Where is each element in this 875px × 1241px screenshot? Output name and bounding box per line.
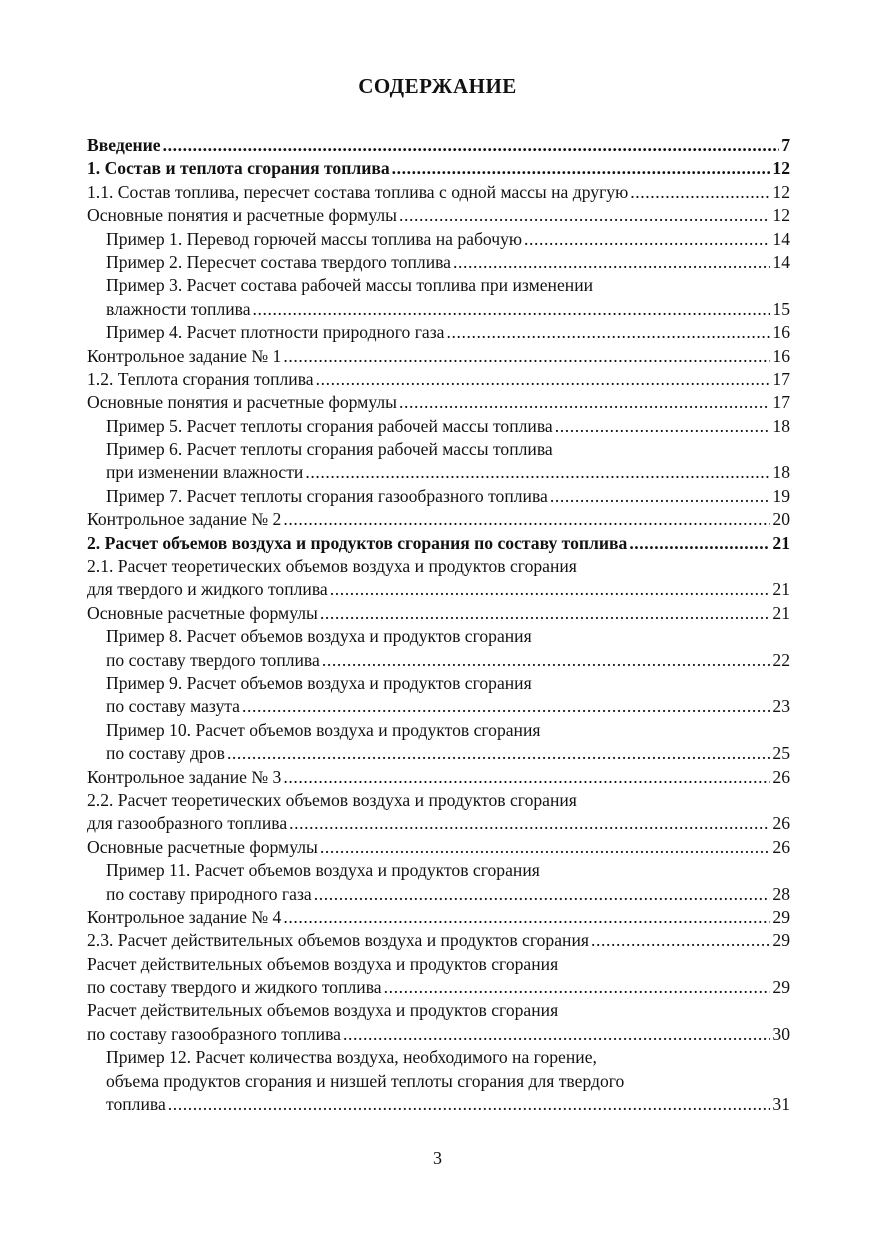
toc-entry[interactable] [87,1070,790,1093]
toc-dot-leader [384,976,771,999]
toc-entry-title: 2.1. Расчет теоретических объемов воздуха и продуктов сгорания [87,556,577,577]
toc-entry-title: Пример 10. Расчет объемов воздуха и продуктов сгорания [106,719,541,740]
toc-entry-title: объема продуктов сгорания и низшей теплоты сгорания для твердого [106,1070,625,1091]
toc-dot-leader [524,228,770,251]
toc-entry-page: 30 [772,1023,790,1044]
toc-entry-page: 7 [781,135,790,155]
toc-entry-title: Расчет действительных объемов воздуха и продуктов сгорания [87,953,559,974]
toc-dot-leader [168,1093,771,1116]
toc-entry-page: 19 [772,485,790,506]
toc-dot-leader [630,181,770,204]
page-number: 3 [433,1148,442,1168]
toc-entry-title: Пример 9. Расчет объемов воздуха и продуктов сгорания [106,672,532,693]
toc-entry-title: Пример 3. Расчет состава рабочей массы топлива при изменении [106,275,594,296]
toc-entry-page: 26 [772,766,790,787]
toc-entry[interactable] [87,461,790,484]
toc-entry-title: влажности топлива [106,298,251,319]
toc-entry-page: 21 [772,602,790,623]
toc-entry-title: Основные расчетные формулы [87,602,318,623]
toc-entry[interactable] [87,742,790,765]
toc-entry[interactable] [87,415,790,438]
toc-entry-page: 14 [772,251,790,272]
toc-entry[interactable] [87,976,790,999]
toc-entry-page: 12 [772,205,790,226]
toc-entry-page: 21 [772,579,790,600]
toc-entry-page: 12 [772,181,790,202]
toc-dot-leader [283,906,770,929]
toc-entry[interactable] [87,649,790,672]
toc-dot-leader [322,649,771,672]
toc-entry[interactable] [87,368,790,391]
toc-entry-title: для твердого и жидкого топлива [87,579,328,600]
toc-entry[interactable] [87,602,790,625]
toc-entry-page: 18 [772,415,790,436]
toc-dot-leader [591,929,770,952]
toc-entry-page: 22 [772,649,790,670]
toc-dot-leader [283,345,770,368]
toc-dot-leader [399,391,770,414]
toc-entry[interactable] [87,929,790,952]
toc-entry-page: 29 [772,930,790,951]
toc-dot-leader [399,204,770,227]
toc-entry[interactable] [87,883,790,906]
toc-entry-title: 1. Состав и теплота сгорания топлива [87,158,390,179]
toc-dot-leader [320,602,771,625]
toc-entry-page: 17 [772,392,790,413]
toc-entry-title: Основные понятия и расчетные формулы [87,392,397,413]
toc-entry-title: Основные понятия и расчетные формулы [87,205,397,226]
toc-entry-page: 25 [772,743,790,764]
toc-entry[interactable] [87,812,790,835]
toc-entry-page: 15 [772,298,790,319]
toc-entry-title: Пример 4. Расчет плотности природного газа [106,322,445,343]
toc-entry[interactable] [87,391,790,414]
toc-entry-title: 2.2. Расчет теоретических объемов воздуха и продуктов сгорания [87,789,577,810]
toc-entry[interactable] [87,625,790,648]
toc-entry-title: Пример 7. Расчет теплоты сгорания газообразного топлива [106,485,548,506]
toc-entry-title: по составу твердого топлива [106,649,320,670]
toc-dot-leader [629,532,770,555]
toc-entry[interactable] [87,906,790,929]
toc-entry[interactable] [87,508,790,531]
toc-entry[interactable] [87,204,790,227]
toc-entry[interactable] [87,274,790,297]
toc-entry-title: 1.1. Состав топлива, пересчет состава топлива с одной массы на другую [87,181,629,202]
toc-dot-leader [227,742,770,765]
toc-entry-title: Пример 12. Расчет количества воздуха, необходимого на горение, [106,1047,597,1068]
toc-entry-page: 23 [772,696,790,717]
toc-dot-leader [283,766,770,789]
toc-entry-title: по составу природного газа [106,883,312,904]
toc-entry-title: 2.3. Расчет действительных объемов воздуха и продуктов сгорания [87,930,589,951]
toc-entry[interactable] [87,719,790,742]
toc-entry-title: для газообразного топлива [87,813,288,834]
toc-dot-leader [343,1023,770,1046]
toc-entry-page: 28 [772,883,790,904]
toc-entry[interactable] [87,672,790,695]
toc-entry-title: Контрольное задание № 2 [87,509,282,530]
toc-entry[interactable] [87,157,790,180]
toc-entry-title: Контрольное задание № 1 [87,345,282,366]
toc-entry[interactable] [87,555,790,578]
toc-entry-title: Введение [87,135,161,155]
toc-entry[interactable] [87,859,790,882]
toc-entry[interactable] [87,836,790,859]
toc-entry-title: Контрольное задание № 3 [87,766,282,787]
toc-entry-title: по составу дров [106,743,225,764]
toc-entry[interactable] [87,485,790,508]
toc-dot-leader [253,298,771,321]
toc-dot-leader [242,695,770,718]
toc-entry-title: Основные расчетные формулы [87,836,318,857]
toc-entry[interactable] [87,134,790,157]
toc-entry-title: 1.2. Теплота сгорания топлива [87,368,314,389]
toc-entry-page: 16 [772,345,790,366]
toc-entry-page: 17 [772,368,790,389]
toc-entry-title: Расчет действительных объемов воздуха и продуктов сгорания [87,1000,559,1021]
toc-entry[interactable] [87,953,790,976]
toc-entry[interactable] [87,766,790,789]
toc-entry-page: 21 [772,532,790,553]
toc-entry[interactable] [87,1046,790,1069]
toc-entry[interactable] [87,999,790,1022]
toc-entry-title: при изменении влажности [106,462,304,483]
toc-entry-page: 16 [772,322,790,343]
toc-entry-page: 29 [772,906,790,927]
toc-entry-page: 29 [772,977,790,998]
toc-dot-leader [163,134,780,157]
toc-dot-leader [314,883,771,906]
toc-entry-title: по составу мазута [106,696,240,717]
toc-entry-page: 20 [772,509,790,530]
toc-dot-leader [555,415,771,438]
toc-entry-title: Пример 2. Пересчет состава твердого топлива [106,251,451,272]
toc-entry[interactable] [87,228,790,251]
toc-dot-leader [289,812,770,835]
toc-dot-leader [320,836,771,859]
toc-entry-page: 12 [772,158,790,179]
toc-dot-leader [447,321,771,344]
toc-entry-page: 31 [772,1094,790,1115]
toc-dot-leader [330,578,771,601]
toc-entry[interactable] [87,298,790,321]
toc-entry-page: 26 [772,813,790,834]
toc-entry-title: топлива [106,1094,166,1115]
toc-dot-leader [392,157,771,180]
toc-entry[interactable] [87,251,790,274]
toc-entry[interactable] [87,789,790,812]
toc-entry-page: 14 [772,228,790,249]
page-title: СОДЕРЖАНИЕ [358,74,517,98]
toc-entry[interactable] [87,695,790,718]
toc-dot-leader [453,251,770,274]
toc-entry-page: 18 [772,462,790,483]
toc-entry[interactable] [87,1023,790,1046]
toc-entry-page: 26 [772,836,790,857]
toc-entry-title: Пример 6. Расчет теплоты сгорания рабочей массы топлива [106,439,553,460]
toc-entry-title: Контрольное задание № 4 [87,906,282,927]
toc-entry-title: по составу газообразного топлива [87,1023,341,1044]
toc-entry-title: Пример 8. Расчет объемов воздуха и продуктов сгорания [106,626,532,647]
toc-entry[interactable] [87,1093,790,1116]
toc-entry-title: Пример 1. Перевод горючей массы топлива на рабочую [106,228,523,249]
table-of-contents [87,134,790,1116]
toc-entry[interactable] [87,532,790,555]
toc-entry[interactable] [87,345,790,368]
toc-entry[interactable] [87,438,790,461]
toc-entry[interactable] [87,181,790,204]
toc-dot-leader [316,368,771,391]
toc-entry-title: 2. Расчет объемов воздуха и продуктов сгорания по составу топлива [87,532,628,553]
toc-entry-title: Пример 5. Расчет теплоты сгорания рабочей массы топлива [106,415,553,436]
toc-entry-title: Пример 11. Расчет объемов воздуха и продуктов сгорания [106,860,540,881]
toc-entry-title: по составу твердого и жидкого топлива [87,977,382,998]
toc-entry[interactable] [87,578,790,601]
toc-entry[interactable] [87,321,790,344]
toc-dot-leader [305,461,770,484]
toc-dot-leader [283,508,770,531]
toc-dot-leader [550,485,771,508]
